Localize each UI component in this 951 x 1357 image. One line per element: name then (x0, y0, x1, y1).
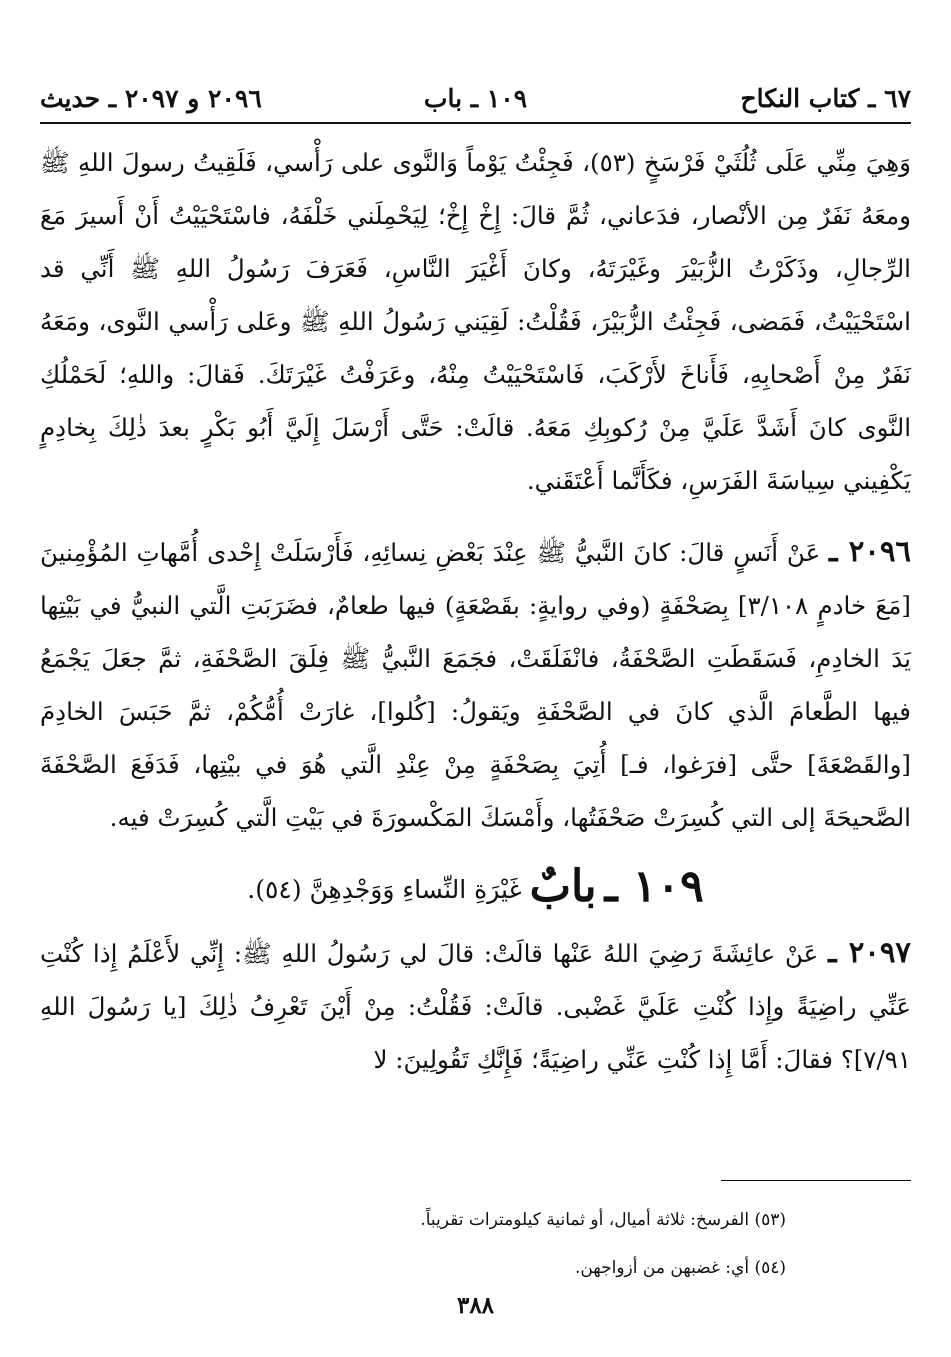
hadith-number: ٢٠٩٧ ـ (828, 935, 912, 969)
footnote-54: (٥٤) أي: غضبهن من أزواجهن. (574, 1258, 786, 1278)
hadith-text: عَنْ عائِشَةَ رَضِيَ اللهُ عَنْها قالَتْ: قالَ لي رَسُولُ اللهِ ﷺ: إِنِّي لأَعْلَمُ إِذا كُنْتِ عَنِّي راضِيَةً وإِذا كُنْتِ عَلَيَّ غَضْبى. قالَتْ: فَقُلْتُ: مِنْ أَيْنَ تَعْرِفُ ذٰلِكَ [يا رَسُولَ اللهِ ٧/٩١]؟ فقالَ: أَمَّا إِذا كُنْتِ عَنِّي راضِيَةً؛ فَإِنَّكِ تَقُولِينَ: لا (40, 939, 911, 1074)
chapter-number: ١٠٩ ـ (604, 861, 704, 912)
chapter-word: بابٌ (529, 861, 597, 912)
hadith-text: عَنْ أَنَسٍ قالَ: كانَ النَّبيُّ ﷺ عِنْدَ بَعْضِ نِسائِهِ، فَأَرْسَلَتْ إِحْدى أُمَّهاتِ المُؤْمِنينَ [مَعَ خادمٍ ٣/١٠٨] بِصَحْفَةٍ (وفي روايةٍ: بقَصْعَةٍ) فيها طعامٌ، فضَرَبَتِ الَّتي النبيُّ في بَيْتِها يَدَ الخادِمِ، فَسَقَطَتِ الصَّحْفَةُ، فانْفَلَقَتْ، فجَمَعَ النَّبيُّ ﷺ فِلَقَ الصَّحْفَةِ، ثمَّ جعَلَ يَجْمَعُ فيها الطَّعامَ الَّذي كانَ في الصَّحْفَةِ ويَقولُ: [كُلوا]، غارَتْ أُمُّكُمْ، ثمَّ حَبَسَ الخادِمَ [والقَصْعَةَ] حتَّى [فرَغوا، فـ] أُتِيَ بِصَحْفَةٍ مِنْ عِنْدِ الَّتي هُوَ في بيْتِها، فَدَفَعَ الصَّحْفَةَ الصَّحيحَةَ إلى التي كُسِرَتْ صَحْفَتُها، وأَمْسَكَ المَكْسورَةَ في بَيْتِ الَّتي كُسِرَتْ فيه. (40, 538, 911, 832)
chapter-title: غَيْرَةِ النِّساءِ وَوَجْدِهِنَّ (٥٤). (247, 875, 522, 904)
footnote-divider (721, 1180, 911, 1181)
footnote-53: (٥٣) الفرسخ: ثلاثة أميال، أو ثمانية كيلومترات تقريباً. (420, 1210, 786, 1230)
hadith-2097 (40, 926, 911, 1086)
chapter-heading (40, 860, 911, 916)
page-header (40, 78, 911, 124)
header-book-title: ٦٧ ـ كتاب النكاح (740, 84, 911, 113)
paragraph-continuation: وَهِيَ مِنِّي عَلَى ثُلُثَيْ فَرْسَخٍ (٥٣)، فَجِئْتُ يَوْماً وَالنَّوى على رَأْسي، فَلَقِيتُ رسولَ اللهِ ﷺ ومعَهُ نَفَرٌ مِن الأنْصار، فدَعاني، ثُمَّ قالَ: إِخْ إِخْ؛ لِيَحْمِلَني خَلْفَهُ، فاسْتَحْيَيْتُ أَنْ أَسيرَ مَعَ الرِّجالِ، وذَكَرْتُ الزُّبَيْرَ وغَيْرَتَهُ، وكانَ أَغْيَرَ النَّاسِ، فَعَرَفَ رَسُولُ اللهِ ﷺ أَنِّي قد اسْتَحْيَيْتُ، فَمَضى، فَجِئْتُ الزُّبَيْرَ، فَقُلْتُ: لَقِيَني رَسُولُ اللهِ ﷺ وعَلى رَأْسي النَّوى، ومَعَهُ نَفَرٌ مِنْ أَصْحابِهِ، فَأَناخَ لأَرْكَبَ، فَاسْتَحْيَيْتُ مِنْهُ، وعَرَفْتُ غَيْرَتَكَ. فَقالَ: واللهِ؛ لَحَمْلُكِ النَّوى كانَ أَشَدَّ عَلَيَّ مِنْ رُكوبِكِ مَعَهُ. قالَتْ: حَتَّى أَرْسَلَ إِلَيَّ أَبُو بَكْرٍ بعدَ ذٰلِكَ بِخادِمٍ يَكْفِيني سِياسَةَ الفَرَسِ، فكَأَنَّما أَعْتَقَني. (40, 148, 912, 495)
hadith-2096 (40, 525, 911, 844)
footnotes (40, 1196, 786, 1292)
main-text (40, 136, 911, 1086)
header-hadith-range: ٢٠٩٦ و ٢٠٩٧ ـ حديث (40, 84, 262, 113)
page-number: ٣٨٨ (456, 1292, 495, 1319)
header-chapter: ١٠٩ ـ باب (423, 84, 528, 113)
hadith-number: ٢٠٩٦ ـ (829, 534, 911, 568)
